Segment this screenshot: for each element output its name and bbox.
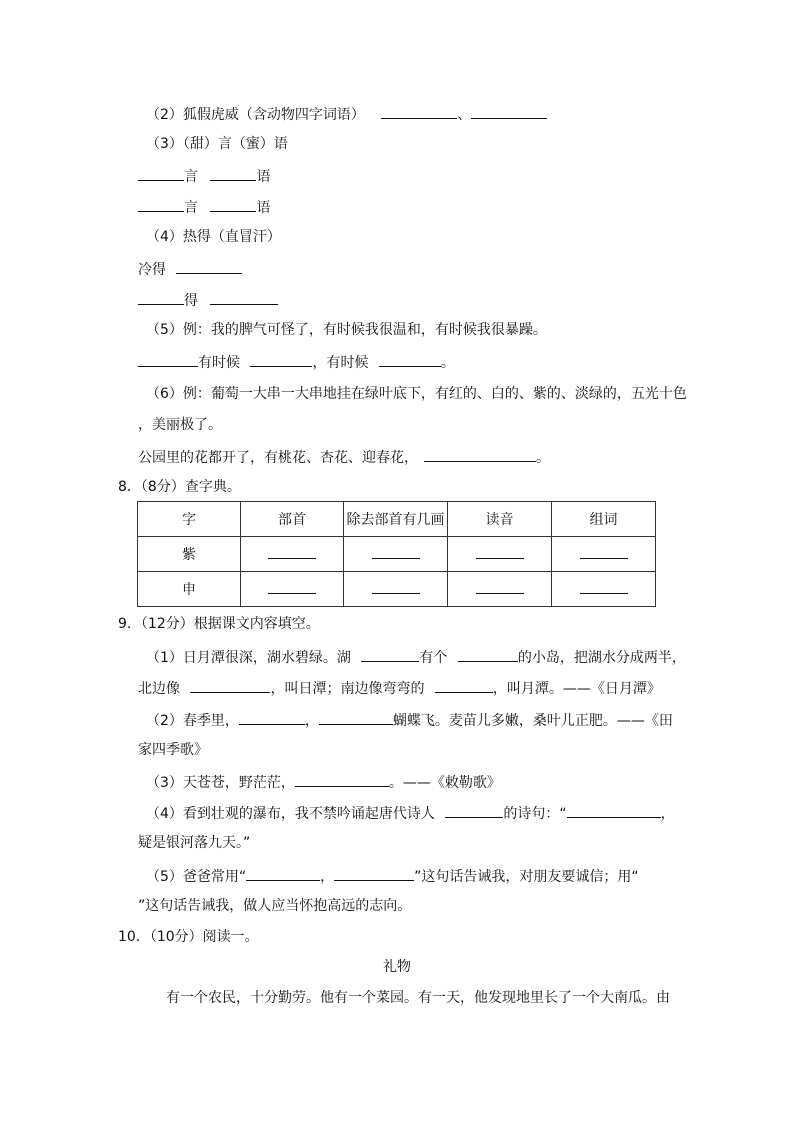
answer-cell[interactable]	[241, 537, 344, 572]
table-header-row	[138, 502, 656, 537]
blank[interactable]	[246, 866, 320, 881]
q7-item3-line1: 言 语	[138, 166, 270, 186]
q9-s3-line: （3）天苍苍，野茫茫， 。——《敕勒歌》	[146, 772, 501, 792]
answer-cell[interactable]	[448, 572, 552, 607]
blank[interactable]	[476, 546, 524, 559]
char-cell: 紫	[138, 537, 241, 572]
blank[interactable]	[138, 197, 184, 212]
q9-s1-line2: 北边像 ，叫日潭；南边像弯弯的 ，叫月潭。——《日月潭》	[138, 678, 661, 698]
q7-item3-line2: 言 语	[138, 197, 270, 217]
q7-item4-header: （4）热得（直冒汗）	[146, 229, 281, 245]
blank[interactable]	[138, 290, 184, 305]
table-row	[138, 572, 656, 607]
dictionary-table	[137, 501, 656, 607]
q9-s2-line1: （2）春季里， ， 蝴蝶飞。麦苗儿多嫩，桑叶儿正肥。——《田	[146, 710, 673, 730]
answer-cell[interactable]	[241, 572, 344, 607]
q9-s2-line2: 家四季歌》	[138, 742, 208, 758]
blank[interactable]	[138, 352, 198, 367]
answer-cell[interactable]	[552, 537, 656, 572]
q7-item5-header: （5）例：我的脾气可怪了，有时候我很温和，有时候我很暴躁。	[146, 322, 547, 338]
q7-item6-line: 公园里的花都开了，有桃花、杏花、迎春花， 。	[138, 447, 550, 467]
blank[interactable]	[424, 447, 536, 462]
blank[interactable]	[210, 290, 278, 305]
header-cell: 组词	[552, 502, 656, 537]
header-cell: 读音	[448, 502, 552, 537]
answer-cell[interactable]	[344, 572, 448, 607]
blank[interactable]	[361, 647, 419, 662]
blank[interactable]	[445, 803, 503, 818]
q7-item5-line: 有时候 ，有时候 。	[138, 352, 455, 372]
blank[interactable]	[250, 352, 312, 367]
blank[interactable]	[190, 678, 270, 693]
story-title: 礼物	[383, 959, 411, 975]
q7-item6-header: （6）例：葡萄一大串一大串地挂在绿叶底下，有红的、白的、紫的、淡绿的，五光十色	[146, 386, 687, 402]
blank[interactable]	[319, 710, 393, 725]
q7-item3-header: （3）（甜）言（蜜）语	[146, 136, 288, 152]
q9-s5-line2: ”这句话告诫我，做人应当怀抱高远的志向。	[138, 898, 412, 914]
blank[interactable]	[435, 678, 493, 693]
blank[interactable]	[334, 866, 414, 881]
blank[interactable]	[372, 581, 420, 594]
blank[interactable]	[210, 166, 256, 181]
blank[interactable]	[580, 581, 628, 594]
q7-item2: （2）狐假虎威（含动物四字词语） 、	[146, 104, 547, 124]
blank[interactable]	[580, 546, 628, 559]
blank[interactable]	[381, 104, 457, 119]
char-cell: 申	[138, 572, 241, 607]
blank[interactable]	[176, 259, 242, 274]
story-paragraph: 有一个农民，十分勤劳。他有一个菜园。有一天，他发现地里长了一个大南瓜。由	[166, 990, 670, 1006]
q9-s4-line2: 疑是银河落九天。”	[138, 835, 251, 851]
q7-item4-line1: 冷得	[138, 259, 242, 279]
blank[interactable]	[268, 581, 316, 594]
q8-title: 8．（8分）查字典。	[118, 479, 241, 495]
blank[interactable]	[210, 197, 256, 212]
q10-title: 10．（10分）阅读一。	[118, 929, 259, 945]
header-cell: 部首	[241, 502, 344, 537]
blank[interactable]	[458, 647, 518, 662]
blank[interactable]	[379, 352, 441, 367]
q9-title: 9．（12分）根据课文内容填空。	[118, 616, 320, 632]
answer-cell[interactable]	[552, 572, 656, 607]
header-cell: 除去部首有几画	[344, 502, 448, 537]
q9-s4-line1: （4）看到壮观的瀑布，我不禁吟诵起唐代诗人 的诗句：“ ，	[146, 803, 675, 823]
blank[interactable]	[138, 166, 184, 181]
blank[interactable]	[567, 803, 661, 818]
blank[interactable]	[268, 546, 316, 559]
blank[interactable]	[471, 104, 547, 119]
q9-s1-line1: （1）日月潭很深，湖水碧绿。湖 有个 的小岛，把湖水分成两半，	[146, 647, 686, 667]
blank[interactable]	[295, 772, 389, 787]
table-row	[138, 537, 656, 572]
q9-s5-line1: （5）爸爸常用“ ， ”这句话告诫我，对朋友要诚信；用“	[146, 866, 639, 886]
blank[interactable]	[239, 710, 305, 725]
answer-cell[interactable]	[344, 537, 448, 572]
q7-item6-header2: ，美丽极了。	[138, 417, 222, 433]
answer-cell[interactable]	[448, 537, 552, 572]
blank[interactable]	[372, 546, 420, 559]
blank[interactable]	[476, 581, 524, 594]
header-cell: 字	[138, 502, 241, 537]
q7-item4-line2: 得	[138, 290, 278, 310]
